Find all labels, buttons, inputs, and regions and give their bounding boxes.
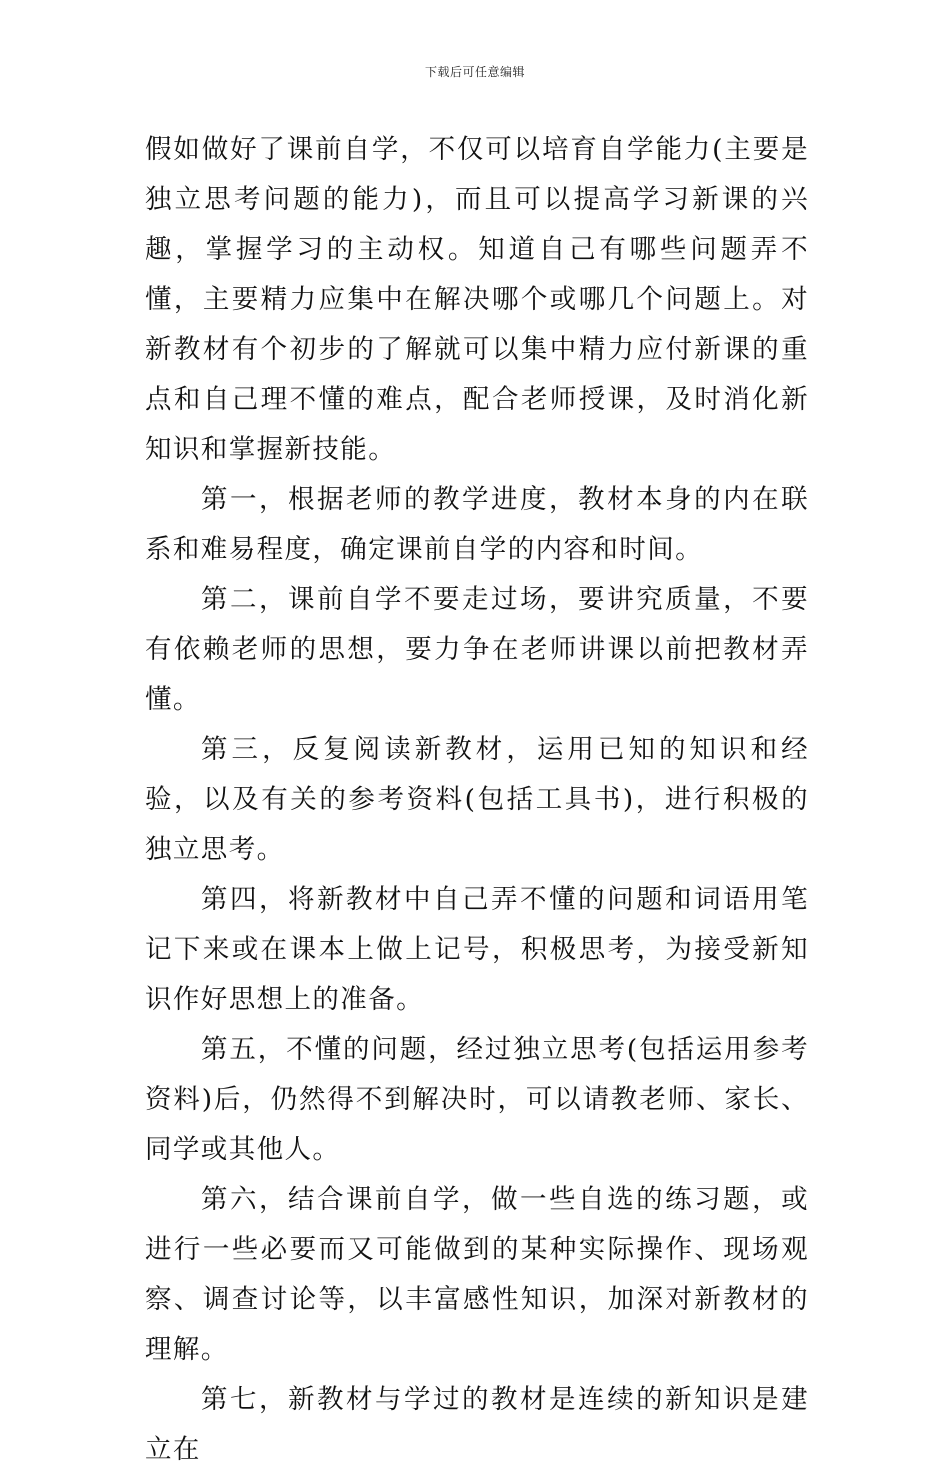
paragraph-step-1: 第一，根据老师的教学进度，教材本身的内在联系和难易程度，确定课前自学的内容和时间。 xyxy=(145,484,809,565)
paragraph-step-3: 第三，反复阅读新教材，运用已知的知识和经验，以及有关的参考资料(包括工具书)，进行积极的独立思考。 xyxy=(145,734,809,865)
paragraph-step-5: 第五，不懂的问题，经过独立思考(包括运用参考资料)后，仍然得不到解决时，可以请教老师、家长、同学或其他人。 xyxy=(145,1034,809,1165)
paragraph-step-7: 第七，新教材与学过的教材是连续的新知识是建立在 xyxy=(145,1384,809,1465)
paragraph-step-2: 第二，课前自学不要走过场，要讲究质量，不要有依赖老师的思想，要力争在老师讲课以前把教材弄懂。 xyxy=(145,584,809,715)
paragraph-step-6: 第六，结合课前自学，做一些自选的练习题，或进行一些必要而又可能做到的某种实际操作、现场观察、调查讨论等，以丰富感性知识，加深对新教材的理解。 xyxy=(145,1184,809,1365)
paragraph-intro: 假如做好了课前自学，不仅可以培育自学能力(主要是独立思考问题的能力)，而且可以提高学习新课的兴趣，掌握学习的主动权。知道自己有哪些问题弄不懂，主要精力应集中在解决哪个或哪几个问题上。对新教材有个初步的了解就可以集中精力应付新课的重点和自己理不懂的难点，配合老师授课，及时消化新知识和掌握新技能。 xyxy=(145,134,809,465)
document-body xyxy=(145,125,809,1475)
paragraph-step-4: 第四，将新教材中自己弄不懂的问题和词语用笔记下来或在课本上做上记号，积极思考，为接受新知识作好思想上的准备。 xyxy=(145,884,809,1015)
page-header: 下载后可任意编辑 xyxy=(424,65,525,79)
